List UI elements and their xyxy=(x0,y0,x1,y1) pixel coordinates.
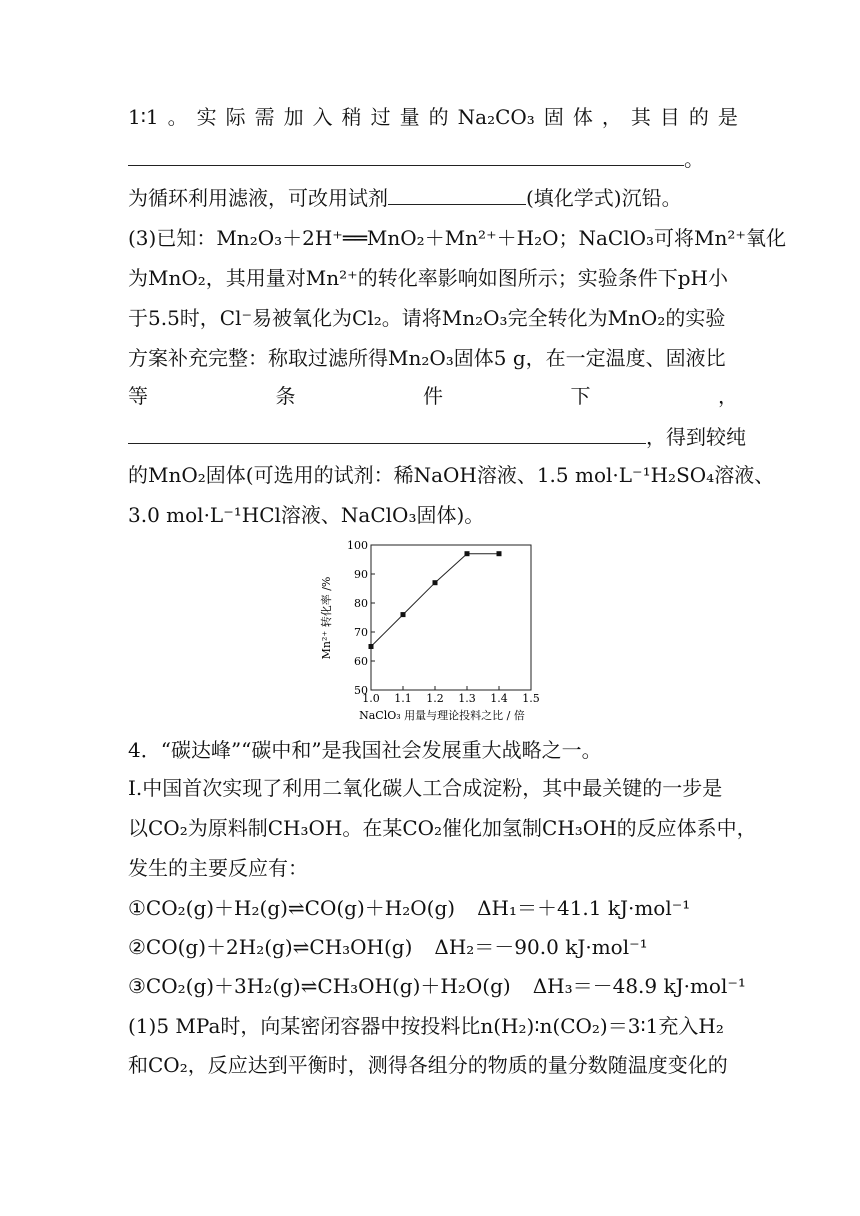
spread-char: 加 xyxy=(283,105,304,129)
period-mark: 。 xyxy=(684,147,704,171)
chart-y-axis-label: Mn²⁺ 转化率 /% xyxy=(320,576,333,660)
ratio-text: 1∶1 xyxy=(128,105,159,129)
reaction-2 xyxy=(128,934,738,960)
spread-char: 实 xyxy=(196,105,217,129)
reaction-3-enthalpy: ΔH₃＝－48.9 kJ·mol⁻¹ xyxy=(532,974,746,998)
part-1-text-2: 和CO₂，反应达到平衡时，测得各组分的物质的量分数随温度变化的 xyxy=(128,1053,728,1077)
y-tick-label: 90 xyxy=(354,568,368,581)
data-point xyxy=(497,551,502,556)
question-4-text-3: 发生的主要反应有： xyxy=(128,856,308,880)
reaction-2-equation: ②CO(g)＋2H₂(g)⇌CH₃OH(g) xyxy=(128,935,413,959)
text-line-10: 的MnO₂固体(可选用的试剂：稀NaOH溶液、1.5 mol·L⁻¹H₂SO₄溶液、 xyxy=(128,463,775,487)
conversion-rate-chart xyxy=(312,532,562,724)
x-tick-label: 1.4 xyxy=(490,692,508,705)
data-point xyxy=(433,580,438,585)
y-tick-label: 70 xyxy=(354,626,368,639)
spread-char: Na₂CO₃ xyxy=(457,105,535,129)
text-line-4: (3)已知：Mn₂O₃＋2H⁺══MnO₂＋Mn²⁺＋H₂O；NaClO₃可将Mn²⁺氧化 xyxy=(128,226,786,250)
spread-char: 。 xyxy=(167,105,188,129)
text-line-6: 于5.5时，Cl⁻易被氧化为Cl₂。请将Mn₂O₃完全转化为MnO₂的实验 xyxy=(128,306,726,330)
text-line-3 xyxy=(128,184,738,211)
text-segment: 为循环利用滤液，可改用试剂 xyxy=(128,186,388,210)
text-line-1 xyxy=(128,104,738,130)
spread-char: 际 xyxy=(225,105,246,129)
part-1-text-1: (1)5 MPa时，向某密闭容器中按投料比n(H₂)∶n(CO₂)＝3∶1充入H₂ xyxy=(128,1014,724,1038)
x-tick-label: 1.2 xyxy=(426,692,444,705)
text-line-5: 为MnO₂，其用量对Mn²⁺的转化率影响如图所示；实验条件下pH小 xyxy=(128,266,728,290)
spread-char: 目 xyxy=(659,105,680,129)
x-tick-label: 1.0 xyxy=(362,692,380,705)
answer-blank-purpose[interactable] xyxy=(128,145,684,166)
question-4-text-2: 以CO₂为原料制CH₃OH。在某CO₂催化加氢制CH₃OH的反应体系中， xyxy=(128,816,757,840)
spread-char: 件 xyxy=(423,384,443,408)
question-4-title: 4．“碳达峰”“碳中和”是我国社会发展重大战略之一。 xyxy=(128,738,602,762)
spread-char: 需 xyxy=(254,105,275,129)
spread-char: 量 xyxy=(399,105,420,129)
chart-x-axis-label: NaClO₃ 用量与理论投料之比 / 倍 xyxy=(359,709,525,722)
y-tick-label: 50 xyxy=(354,684,368,697)
data-point xyxy=(465,551,470,556)
question-4-text-1: Ⅰ.中国首次实现了利用二氧化碳人工合成淀粉，其中最关键的一步是 xyxy=(128,776,723,800)
answer-blank-reagent[interactable] xyxy=(388,184,526,205)
spread-char: 入 xyxy=(312,105,333,129)
text-segment: (填化学式)沉铅。 xyxy=(526,186,682,210)
reaction-1 xyxy=(128,895,738,921)
y-tick-label: 80 xyxy=(354,597,368,610)
text-line-7: 方案补充完整：称取过滤所得Mn₂O₃固体5 g，在一定温度、固液比 xyxy=(128,346,726,370)
y-tick-label: 100 xyxy=(347,539,368,552)
spread-char: 固 xyxy=(543,105,564,129)
spread-char: 过 xyxy=(370,105,391,129)
series-line xyxy=(371,554,499,647)
data-point xyxy=(369,644,374,649)
plot-frame xyxy=(371,545,531,690)
reaction-1-equation: ①CO₂(g)＋H₂(g)⇌CO(g)＋H₂O(g) xyxy=(128,896,456,920)
spread-char: 体 xyxy=(572,105,593,129)
spread-char: 的 xyxy=(688,105,709,129)
spread-char: ， xyxy=(718,384,738,408)
text-line-2 xyxy=(128,145,738,172)
x-tick-label: 1.3 xyxy=(458,692,476,705)
text-line-8 xyxy=(128,383,738,409)
spread-char: 稍 xyxy=(341,105,362,129)
text-line-9 xyxy=(128,423,746,450)
spread-char: 等 xyxy=(128,384,148,408)
chart-axes xyxy=(347,539,540,705)
reaction-1-enthalpy: ΔH₁＝＋41.1 kJ·mol⁻¹ xyxy=(477,896,691,920)
y-tick-label: 60 xyxy=(354,655,368,668)
spread-char: 其 xyxy=(630,105,651,129)
x-tick-label: 1.5 xyxy=(522,692,540,705)
spread-char: 下 xyxy=(570,384,591,408)
reaction-2-enthalpy: ΔH₂＝－90.0 kJ·mol⁻¹ xyxy=(434,935,648,959)
spread-char: ， xyxy=(601,105,622,129)
text-segment: ，得到较纯 xyxy=(646,425,746,449)
spread-char: 的 xyxy=(428,105,449,129)
answer-blank-procedure[interactable] xyxy=(128,423,646,444)
x-tick-label: 1.1 xyxy=(394,692,412,705)
spread-char: 是 xyxy=(717,105,738,129)
reaction-3-equation: ③CO₂(g)＋3H₂(g)⇌CH₃OH(g)＋H₂O(g) xyxy=(128,974,511,998)
chart-marks xyxy=(369,551,502,649)
text-line-11: 3.0 mol·L⁻¹HCl溶液、NaClO₃固体)。 xyxy=(128,503,485,527)
spread-char: 条 xyxy=(275,384,296,408)
reaction-3 xyxy=(128,973,746,999)
data-point xyxy=(401,612,406,617)
